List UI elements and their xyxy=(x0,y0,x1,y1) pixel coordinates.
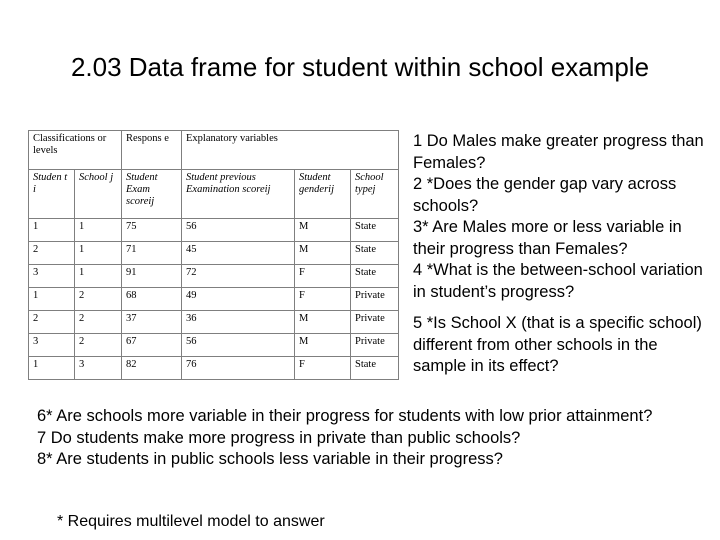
table-cell: 3 xyxy=(75,357,122,380)
table-cell: 76 xyxy=(182,357,295,380)
table-row xyxy=(29,219,399,242)
table-cell: 45 xyxy=(182,242,295,265)
table-subheader-row xyxy=(29,170,399,219)
table-cell: 56 xyxy=(182,334,295,357)
table-cell: 36 xyxy=(182,311,295,334)
table-cell: F xyxy=(295,357,351,380)
table-cell: M xyxy=(295,219,351,242)
question-1: 1 Do Males make greater progress than Females? xyxy=(413,132,704,172)
table-cell: 1 xyxy=(75,242,122,265)
questions-bottom xyxy=(37,406,717,471)
table-cell: 56 xyxy=(182,219,295,242)
col-previous-score: Student previous Examination scoreij xyxy=(182,170,295,219)
slide-title: 2.03 Data frame for student within school example xyxy=(70,52,650,82)
table-cell: M xyxy=(295,311,351,334)
table-cell: 68 xyxy=(122,288,182,311)
table-row xyxy=(29,265,399,288)
table-cell: 67 xyxy=(122,334,182,357)
table-row xyxy=(29,334,399,357)
question-6: 6* Are schools more variable in their progress for students with low prior attainment? xyxy=(37,407,653,425)
table-cell: 2 xyxy=(75,334,122,357)
table-cell: 75 xyxy=(122,219,182,242)
table-cell: 91 xyxy=(122,265,182,288)
table-cell: 1 xyxy=(75,219,122,242)
footnote: * Requires multilevel model to answer xyxy=(57,513,325,530)
table-cell: State xyxy=(351,357,399,380)
col-school: School j xyxy=(75,170,122,219)
table-row xyxy=(29,357,399,380)
question-8: 8* Are students in public schools less variable in their progress? xyxy=(37,450,503,468)
col-student: Studen t i xyxy=(29,170,75,219)
col-exam-score: Student Exam scoreij xyxy=(122,170,182,219)
table-cell: 37 xyxy=(122,311,182,334)
table-cell: 1 xyxy=(29,288,75,311)
table-row xyxy=(29,242,399,265)
table-cell: State xyxy=(351,219,399,242)
table-cell: 82 xyxy=(122,357,182,380)
table-cell: M xyxy=(295,242,351,265)
table-cell: 72 xyxy=(182,265,295,288)
header-explanatory: Explanatory variables xyxy=(182,131,399,170)
table-cell: 2 xyxy=(75,288,122,311)
table-cell: 1 xyxy=(29,219,75,242)
table-cell: 2 xyxy=(29,242,75,265)
table-cell: Private xyxy=(351,311,399,334)
table-row xyxy=(29,288,399,311)
question-7: 7 Do students make more progress in private than public schools? xyxy=(37,428,521,447)
table-row xyxy=(29,311,399,334)
table-cell: Private xyxy=(351,334,399,357)
table-header-row xyxy=(29,131,399,170)
table-cell: 49 xyxy=(182,288,295,311)
table-cell: 3 xyxy=(29,334,75,357)
header-classifications: Classifications or levels xyxy=(29,131,122,170)
table-cell: State xyxy=(351,265,399,288)
table-cell: 2 xyxy=(75,311,122,334)
table-cell: 3 xyxy=(29,265,75,288)
col-gender: Student genderij xyxy=(295,170,351,219)
data-frame-table xyxy=(28,130,399,380)
table-cell: 2 xyxy=(29,311,75,334)
question-3: 3* Are Males more or less variable in their progress than Females? xyxy=(413,218,682,258)
question-4: 4 *What is the between-school variation in student’s progress? xyxy=(413,261,703,301)
table-cell: F xyxy=(295,265,351,288)
table-cell: F xyxy=(295,288,351,311)
table-cell: 1 xyxy=(29,357,75,380)
header-response: Respons e xyxy=(122,131,182,170)
table-cell: 71 xyxy=(122,242,182,265)
table-cell: M xyxy=(295,334,351,357)
col-school-type: School typej xyxy=(351,170,399,219)
table-cell: 1 xyxy=(75,265,122,288)
table-cell: State xyxy=(351,242,399,265)
question-2: 2 *Does the gender gap vary across schools? xyxy=(413,175,677,215)
table-cell: Private xyxy=(351,288,399,311)
questions-right xyxy=(413,131,713,378)
question-5: 5 *Is School X (that is a specific school) different from other schools in the sample in its effect? xyxy=(413,314,702,375)
